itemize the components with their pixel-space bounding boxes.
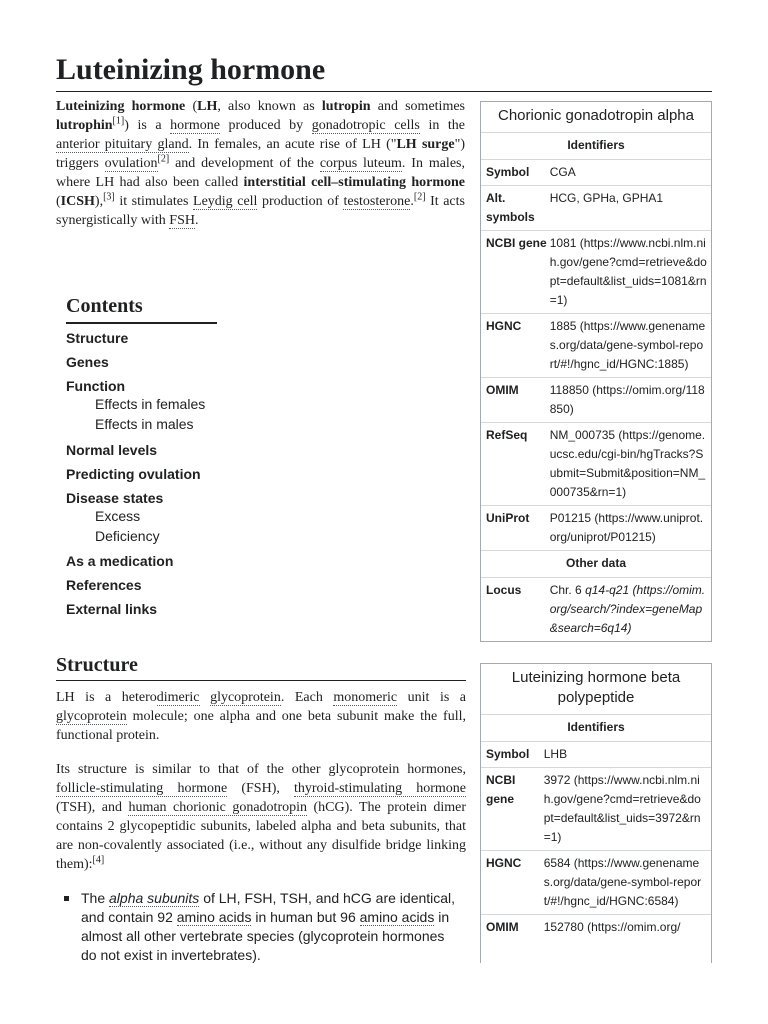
term-bold: LH surge bbox=[396, 137, 455, 152]
infobox-header: Other data bbox=[481, 550, 711, 577]
infobox-row bbox=[481, 914, 711, 940]
infobox-label: NCBI gene bbox=[486, 236, 547, 250]
infobox-row bbox=[481, 313, 711, 377]
toc-title: Contents bbox=[66, 295, 143, 317]
citation-link[interactable]: [4] bbox=[92, 854, 105, 866]
link-dimeric[interactable]: dimeric bbox=[156, 690, 200, 705]
link-monomeric[interactable]: monomeric bbox=[333, 690, 398, 705]
link-testosterone[interactable]: testosterone bbox=[343, 194, 411, 209]
infobox-header: Identifiers bbox=[481, 714, 711, 741]
toc-item-predicting-ovulation[interactable]: Predicting ovulation bbox=[66, 466, 201, 482]
term-bold: lutrophin bbox=[56, 118, 113, 133]
infobox-caption: Luteinizing hormone beta polypeptide bbox=[511, 669, 681, 706]
infobox-header: Identifiers bbox=[481, 132, 711, 159]
infobox-label: OMIM bbox=[486, 920, 519, 934]
toc-item-genes[interactable]: Genes bbox=[66, 354, 109, 370]
term-bold: ICSH bbox=[60, 194, 95, 209]
infobox-label: OMIM bbox=[486, 383, 519, 397]
structure-paragraph-1: LH is a heterodimeric glycoprotein. Each monomeric unit is a glycoprotein molecule; one alpha and one beta subunit make the full, functional protein. bbox=[56, 690, 467, 743]
infobox-caption: Chorionic gonadotropin alpha bbox=[498, 107, 694, 124]
link-alpha-subunits[interactable]: alpha subunits bbox=[109, 890, 200, 906]
bullet-marker bbox=[64, 896, 69, 901]
citation-link[interactable]: [2] bbox=[157, 153, 170, 165]
link-gonadotropic-cells[interactable]: gonadotropic cells bbox=[311, 118, 420, 133]
infobox-label: Locus bbox=[486, 583, 522, 597]
citation-link[interactable]: [1] bbox=[112, 115, 125, 127]
link-ovulation[interactable]: ovulation bbox=[104, 156, 158, 171]
infobox-row bbox=[481, 577, 711, 641]
link-anterior-pituitary[interactable]: anterior pituitary gland bbox=[56, 137, 189, 152]
toc-item-references[interactable]: References bbox=[66, 577, 142, 593]
page-title: Luteinizing hormone bbox=[56, 53, 326, 86]
section-divider bbox=[56, 680, 466, 681]
infobox-value: HCG, GPHa, GPHA1 bbox=[549, 191, 664, 205]
infobox-label: Symbol bbox=[486, 747, 530, 761]
infobox-link-value[interactable]: q14-q21 (https://omim.org/search/?index=geneMap&search=6q14) bbox=[549, 583, 706, 635]
infobox-row bbox=[481, 377, 711, 422]
toc-item-medication[interactable]: As a medication bbox=[66, 553, 174, 569]
infobox-label: UniProt bbox=[486, 511, 530, 525]
infobox-label: Alt. symbols bbox=[486, 191, 535, 224]
lead-paragraph: Luteinizing hormone (LH, also known as lutropin and sometimes lutrophin[1]) is a hormone produced by gonadotropic cells in the anterior pituitary gland. In females, an acute rise of LH ("LH surge") triggers ovulation[2] and development of the corpus luteum. In males, where LH had also been called interstitial cell–stimulating hormone (ICSH),[3] it stimulates Leydig cell production of testosterone.[2] It acts synergistically with FSH. bbox=[56, 99, 466, 228]
link-leydig-cell[interactable]: Leydig cell bbox=[193, 194, 258, 209]
infobox-label: NCBI gene bbox=[486, 773, 516, 806]
title-divider bbox=[56, 91, 712, 92]
citation-link[interactable]: [3] bbox=[103, 191, 115, 203]
toc-item-disease-states[interactable]: Disease states bbox=[66, 490, 164, 506]
infobox-row bbox=[481, 230, 711, 313]
infobox-row bbox=[481, 422, 711, 505]
table-of-contents bbox=[66, 292, 226, 324]
infobox-value: Chr. 6 q14-q21 (https://omim.org/search/?index=geneMap&search=6q14) bbox=[549, 583, 706, 635]
list-item-text: The alpha subunits of LH, FSH, TSH, and hCG are identical, and contain 92 amino acids in human but 96 amino acids in almost all other vertebrate species (glycoprotein hormones do not exist in invertebrates). bbox=[81, 890, 456, 963]
infobox-row bbox=[481, 850, 711, 914]
structure-paragraph-2: Its structure is similar to that of the other glycoprotein hormones, follicle-stimulating hormone (FSH), thyroid-stimulating hormone (TSH), and human chorionic gonadotropin (hCG). The protein dimer contains 2 glycopeptidic subunits, labeled alpha and beta subunits, that are non-covalently associated (i.e., without any disulfide bridge linking them):[4] bbox=[56, 762, 467, 872]
link-amino-acids[interactable]: amino acids bbox=[359, 909, 435, 925]
link-human-chorionic-gonadotropin[interactable]: human chorionic gonadotropin bbox=[128, 800, 308, 815]
infobox-row bbox=[481, 767, 711, 850]
infobox-row bbox=[481, 185, 711, 230]
toc-item-normal-levels[interactable]: Normal levels bbox=[66, 442, 158, 458]
toc-item-excess[interactable]: Excess bbox=[95, 508, 141, 524]
infobox-lhb bbox=[480, 663, 712, 963]
term-bold: lutropin bbox=[321, 99, 371, 114]
toc-item-deficiency[interactable]: Deficiency bbox=[95, 528, 160, 544]
toc-item-structure[interactable]: Structure bbox=[66, 330, 129, 346]
infobox-link-value[interactable]: P01215 (https://www.uniprot.org/uniprot/P01215) bbox=[549, 511, 704, 544]
link-follicle-stimulating-hormone[interactable]: follicle-stimulating hormone bbox=[56, 781, 228, 796]
toc-item-function[interactable]: Function bbox=[66, 378, 126, 394]
infobox-label: RefSeq bbox=[486, 428, 528, 442]
link-glycoprotein[interactable]: glycoprotein bbox=[210, 690, 281, 705]
infobox-link-value[interactable]: 6584 (https://www.genenames.org/data/gene-symbol-report/#!/hgnc_id/HGNC:6584) bbox=[543, 856, 702, 908]
infobox-value: LHB bbox=[543, 747, 568, 761]
link-fsh[interactable]: FSH bbox=[169, 213, 195, 228]
infobox-value: CGA bbox=[549, 165, 576, 179]
infobox-row bbox=[481, 505, 711, 550]
toc-item-external-links[interactable]: External links bbox=[66, 601, 158, 617]
section-heading-structure: Structure bbox=[56, 654, 138, 676]
infobox-link-value[interactable]: 1081 (https://www.ncbi.nlm.nih.gov/gene?cmd=retrieve&dopt=default&list_uids=1081&rn=1) bbox=[549, 236, 707, 307]
infobox-link-value[interactable]: 3972 (https://www.ncbi.nlm.nih.gov/gene?cmd=retrieve&dopt=default&list_uids=3972&rn=1) bbox=[543, 773, 701, 844]
infobox-row bbox=[481, 741, 711, 767]
infobox-label: HGNC bbox=[486, 856, 522, 870]
infobox-cga bbox=[480, 101, 712, 642]
infobox-label: Symbol bbox=[486, 165, 530, 179]
term-bold: interstitial cell–stimulating hormone bbox=[243, 175, 465, 190]
infobox-link-value[interactable]: NM_000735 (https://genome.ucsc.edu/cgi-bin/hgTracks?Submit=Submit&position=NM_000735&rn=1) bbox=[549, 428, 706, 499]
link-glycoprotein[interactable]: glycoprotein bbox=[56, 709, 127, 724]
infobox-label: HGNC bbox=[486, 319, 522, 333]
toc-item-effects-males[interactable]: Effects in males bbox=[95, 416, 194, 432]
infobox-link-value[interactable]: 152780 (https://omim.org/ bbox=[543, 920, 681, 934]
infobox-link-value[interactable]: 118850 (https://omim.org/118850) bbox=[549, 383, 705, 416]
link-corpus-luteum[interactable]: corpus luteum bbox=[319, 156, 402, 171]
infobox-row bbox=[481, 159, 711, 185]
term-bold: Luteinizing hormone bbox=[56, 99, 186, 114]
term-bold: LH bbox=[197, 99, 218, 114]
link-amino-acids[interactable]: amino acids bbox=[176, 909, 252, 925]
toc-divider bbox=[66, 322, 217, 324]
link-hormone[interactable]: hormone bbox=[170, 118, 220, 133]
citation-link[interactable]: [2] bbox=[413, 191, 426, 203]
link-thyroid-stimulating-hormone[interactable]: thyroid-stimulating hormone bbox=[294, 781, 467, 796]
infobox-link-value[interactable]: 1885 (https://www.genenames.org/data/gene-symbol-report/#!/hgnc_id/HGNC:1885) bbox=[549, 319, 706, 371]
toc-item-effects-females[interactable]: Effects in females bbox=[95, 396, 206, 412]
